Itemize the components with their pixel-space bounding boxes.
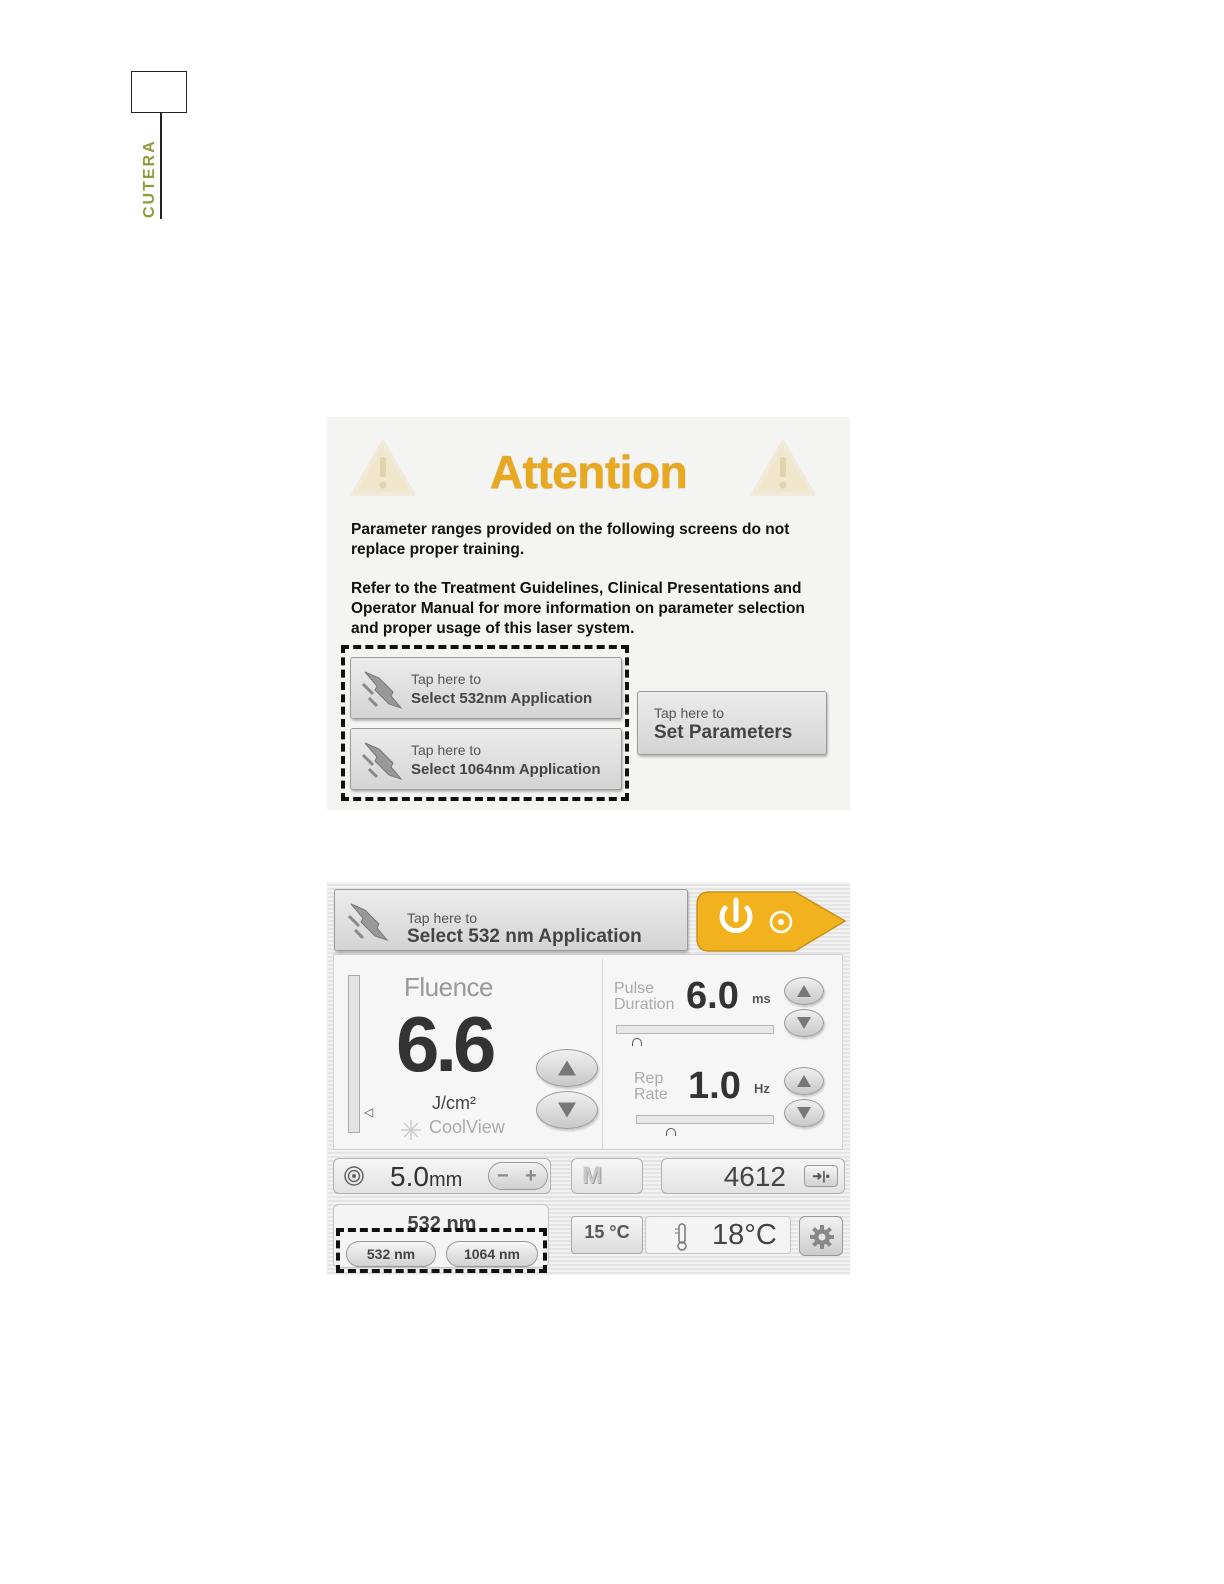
pulse-counter [661,1158,845,1194]
wavelength-532-button[interactable]: 532 nm [346,1241,436,1267]
pulse-counter-value: 4612 [723,1161,786,1192]
page-corner-box [131,71,187,113]
pulse-duration-slider-thumb[interactable] [632,1038,642,1046]
thermometer-icon [674,1223,690,1251]
spot-size-plus-button[interactable]: + [525,1165,537,1187]
rep-rate-slider-thumb[interactable] [666,1128,676,1136]
pulse-duration-value: 6.0 [686,975,739,1017]
select-1064nm-button[interactable] [350,728,622,790]
pulse-duration-slider[interactable] [616,1025,774,1034]
button-hint: Tap here to [411,742,482,758]
attention-screen [327,417,850,810]
warning-icon [750,439,816,497]
cooling-setpoint-button[interactable]: 15 °C [571,1216,643,1254]
pulse-duration-label: Pulse Duration [614,980,675,1013]
spot-size-minus-button[interactable]: − [497,1165,509,1187]
parameter-panel [333,954,843,1150]
up-arrow-icon [797,985,811,997]
wavelength-current: 532 nm [407,1213,477,1235]
temperature-display [645,1216,791,1254]
attention-paragraph-1: Parameter ranges provided on the following screens do not replace proper training. [351,521,790,558]
down-arrow-icon [558,1103,576,1118]
button-label: Set Parameters [654,722,793,743]
treatment-screen [327,882,850,1275]
pulse-duration-unit: ms [752,991,771,1006]
button-hint: Tap here to [407,910,478,926]
fluence-level-bar [348,975,360,1133]
button-hint: Tap here to [411,671,482,687]
spot-size-value: 5.0mm [390,1161,463,1192]
wavelength-1064-button[interactable]: 1064 nm [446,1241,538,1267]
button-label: Select 532 nm Application [407,926,642,947]
mode-button[interactable]: M [571,1158,643,1194]
fluence-up-button[interactable] [536,1049,598,1087]
up-arrow-icon [797,1075,811,1087]
set-parameters-button[interactable] [637,691,827,755]
attention-title: Attention [489,446,688,498]
counter-reset-icon[interactable]: ➜|• [804,1165,838,1187]
rep-rate-up-button[interactable] [784,1067,824,1095]
spot-size-stepper [488,1162,548,1190]
fluence-value: 6.6 [396,1000,493,1088]
attention-paragraph-2: Refer to the Treatment Guidelines, Clinical Presentations and Operator Manual for more information on parameter selection and proper usage of this laser system. [351,580,805,637]
pulse-duration-down-button[interactable] [784,1009,824,1037]
fluence-label: Fluence [404,972,493,1002]
temperature-value: 18°C [712,1219,777,1251]
fluence-level-marker: ◁ [364,1105,374,1119]
rep-rate-value: 1.0 [688,1065,741,1107]
gear-icon [809,1224,835,1250]
spot-size-control [333,1158,551,1194]
down-arrow-icon [797,1107,811,1119]
button-hint: Tap here to [654,705,725,721]
fluence-unit: J/cm² [432,1093,476,1113]
rep-rate-slider[interactable] [636,1115,774,1124]
brand-logo: CUTERA [141,139,158,218]
panel-divider [602,959,603,1149]
laser-icon [361,668,405,710]
settings-button[interactable] [799,1216,843,1256]
highlight-dashed-box [336,1228,547,1273]
target-icon [344,1166,364,1186]
laser-icon [361,739,405,781]
rep-rate-down-button[interactable] [784,1099,824,1127]
up-arrow-icon [558,1061,576,1076]
pulse-duration-up-button[interactable] [784,977,824,1005]
power-icon[interactable] [695,890,847,953]
fluence-down-button[interactable] [536,1091,598,1129]
coolview-label: CoolView [429,1117,505,1137]
down-arrow-icon [797,1017,811,1029]
page-corner-line [160,113,162,219]
rep-rate-label: Rep Rate [634,1070,668,1103]
coolview-icon [400,1119,422,1141]
button-label: Select 1064nm Application [411,761,601,778]
button-label: Select 532nm Application [411,690,593,707]
laser-icon [347,900,391,942]
select-application-button[interactable] [334,889,688,951]
select-532nm-button[interactable] [350,657,622,719]
rep-rate-unit: Hz [754,1081,770,1096]
